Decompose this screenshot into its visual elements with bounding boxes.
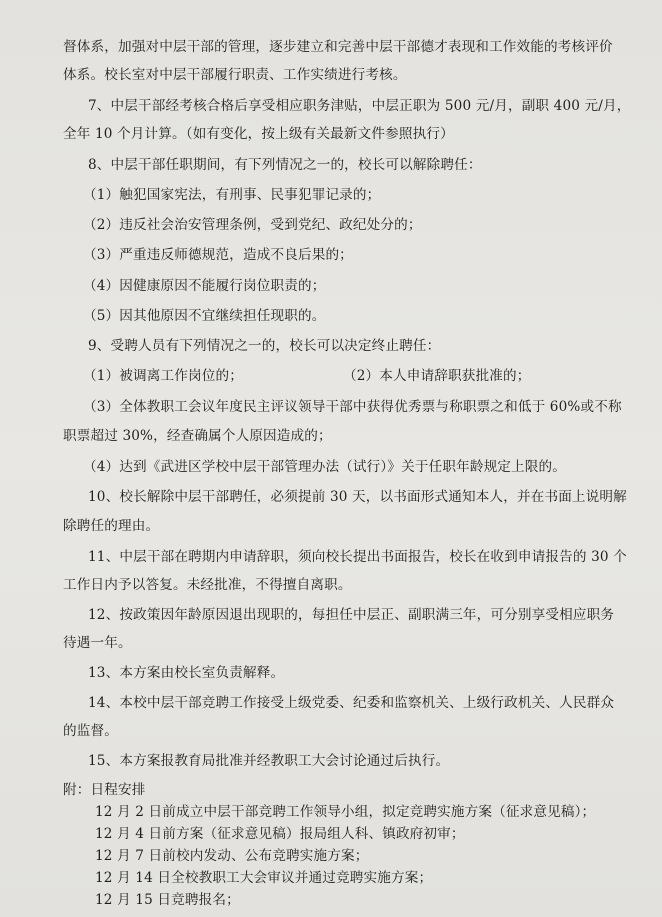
text-line: 12、按政策因年龄原因退出现职的，每担任中层正、副职满三年，可分别享受相应职务 [88, 607, 615, 623]
appendix-title: 附：日程安排 [63, 782, 146, 798]
text-line: 全年 10 个月计算。（如有变化，按上级有关最新文件参照执行） [63, 126, 454, 142]
text-line: （2）本人申请辞职获批准的； [343, 368, 531, 384]
text-line: 体系。校长室对中层干部履行职责、工作实绩进行考核。 [63, 67, 407, 83]
text-line: 10、校长解除中层干部聘任，必须提前 30 天，以书面形式通知本人，并在书面上说明解 [88, 489, 627, 505]
schedule-item: 12 月 14 日全校教职工大会审议并通过竞聘实施方案； [95, 870, 433, 886]
text-line: （4）因健康原因不能履行岗位职责的； [83, 278, 326, 294]
text-line: （5）因其他原因不宜继续担任现职的。 [83, 308, 326, 324]
text-line: 8、中层干部任职期间，有下列情况之一的，校长可以解除聘任： [88, 157, 482, 173]
text-line: 9、受聘人员有下列情况之一的，校长可以决定终止聘任： [88, 338, 441, 354]
schedule-item: 12 月 15 日竞聘报名； [95, 892, 240, 908]
text-line: （1）触犯国家宪法，有刑事、民事犯罪记录的； [83, 187, 381, 203]
schedule-item: 12 月 7 日前校内发动、公布竞聘实施方案； [95, 848, 369, 864]
text-line: 职票超过 30%，经查确属个人原因造成的； [63, 428, 332, 444]
text-line: 15、本方案报教育局批准并经教职工大会讨论通过后执行。 [88, 753, 450, 769]
text-line: 7、中层干部经考核合格后享受相应职务津贴，中层正职为 500 元/月，副职 400 元/月， [88, 98, 631, 114]
text-line: （2）违反社会治安管理条例，受到党纪、政纪处分的； [83, 217, 422, 233]
text-line: （4）达到《武进区学校中层干部管理办法（试行）》关于任职年龄规定上限的。 [83, 459, 567, 475]
text-line: 督体系，加强对中层干部的管理，逐步建立和完善中层干部德才表现和工作效能的考核评价 [63, 39, 613, 55]
text-line: 除聘任的理由。 [63, 518, 160, 534]
text-line: 13、本方案由校长室负责解释。 [88, 665, 285, 681]
text-line: （3）严重违反师德规范，造成不良后果的； [83, 247, 353, 263]
text-line: 待遇一年。 [63, 635, 132, 651]
text-line: 11、中层干部在聘期内申请辞职，须向校长提出书面报告，校长在收到申请报告的 30 个 [88, 549, 627, 565]
text-line: 14、本校中层干部竞聘工作接受上级党委、纪委和监察机关、上级行政机关、人民群众 [88, 695, 615, 711]
text-line: 的监督。 [63, 723, 118, 739]
text-line: 工作日内予以答复。未经批准，不得擅自离职。 [63, 577, 352, 593]
schedule-item: 12 月 4 日前方案（征求意见稿）报局组人科、镇政府初审； [95, 826, 465, 842]
text-line: （3）全体教职工会议年度民主评议领导干部中获得优秀票与称职票之和低于 60%或不称 [83, 399, 622, 415]
schedule-item: 12 月 2 日前成立中层干部竞聘工作领导小组，拟定竞聘实施方案（征求意见稿）； [95, 804, 596, 820]
text-line: （1）被调离工作岗位的； [83, 368, 243, 384]
